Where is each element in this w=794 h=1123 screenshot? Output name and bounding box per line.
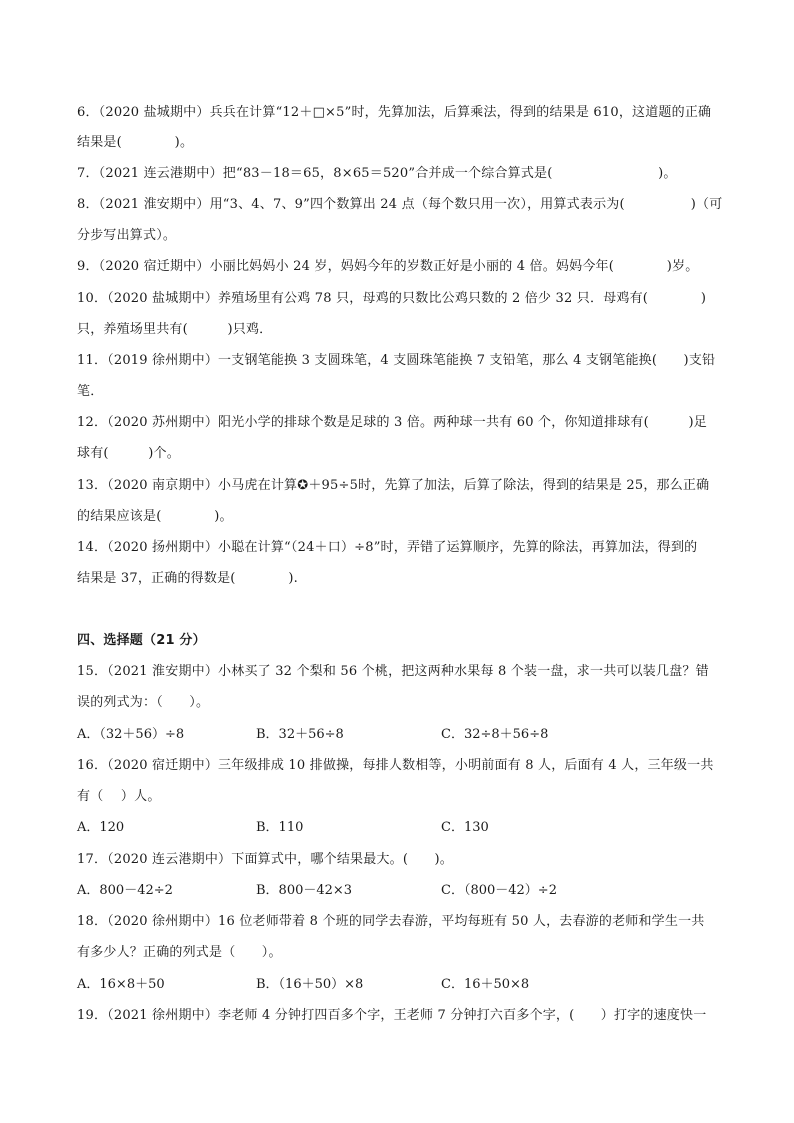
question-19-line-1: 19．（2021 徐州期中）李老师 4 分钟打四百多个字，王老师 7 分钟打六百多个字，( ）打字的速度快一: [77, 1008, 707, 1023]
question-16-option-b: B．110: [256, 820, 304, 835]
question-17-option-a: A．800－42÷2: [77, 883, 173, 898]
question-15-line-1: 15．（2021 淮安期中）小林买了 32 个梨和 56 个桃，把这两种水果每 8 个装一盘，求一共可以装几盘？错: [77, 664, 709, 679]
question-18-option-a: A．16×8＋50: [77, 977, 165, 992]
section-title: 四、选择题（21 分）: [77, 633, 206, 648]
question-8-line-1: 8．（2021 淮安期中）用“3、4、7、9”四个数算出 24 点（每个数只用一次），用算式表示为( )（可: [77, 197, 723, 212]
question-13-line-2: 的结果应该是( )。: [77, 509, 233, 524]
question-16-option-c: C．130: [441, 820, 489, 835]
question-12-line-2: 球有( )个。: [77, 446, 180, 461]
question-18-line-1: 18．（2020 徐州期中）16 位老师带着 8 个班的同学去春游，平均每班有 50 人，去春游的老师和学生一共: [77, 914, 705, 929]
question-15-option-b: B．32＋56÷8: [256, 727, 344, 742]
question-6-line-2: 结果是( )。: [77, 135, 194, 150]
question-15-option-c: C．32÷8＋56÷8: [441, 727, 549, 742]
question-10-line-2: 只，养殖场里共有( )只鸡．: [77, 322, 273, 337]
question-17-line-1: 17．（2020 连云港期中）下面算式中，哪个结果最大。( )。: [77, 852, 454, 867]
question-17-option-b: B．800－42×3: [256, 883, 353, 898]
question-14-line-1: 14．（2020 扬州期中）小聪在计算“（24＋口）÷8”时，弄错了运算顺序，先算的除法，再算加法，得到的: [77, 540, 698, 555]
question-13-line-1: 13．（2020 南京期中）小马虎在计算✪＋95÷5时，先算了加法，后算了除法，得到的结果是 25，那么正确: [77, 478, 710, 493]
question-16-option-a: A．120: [77, 820, 125, 835]
question-11-line-1: 11．（2019 徐州期中）一支钢笔能换 3 支圆珠笔，4 支圆珠笔能换 7 支铅笔，那么 4 支钢笔能换( )支铅: [77, 353, 716, 368]
question-14-line-2: 结果是 37，正确的得数是( ).: [77, 571, 298, 586]
question-16-line-2: 有（ ）人。: [77, 789, 161, 804]
question-11-line-2: 笔．: [77, 384, 104, 399]
question-9-line-1: 9．（2020 宿迁期中）小丽比妈妈小 24 岁，妈妈今年的岁数正好是小丽的 4 倍。妈妈今年( )岁。: [77, 259, 699, 274]
question-12-line-1: 12．（2020 苏州期中）阳光小学的排球个数是足球的 3 倍。两种球一共有 60 个，你知道排球有( )足: [77, 415, 707, 430]
question-6-line-1: 6．（2020 盐城期中）兵兵在计算“12＋□×5”时，先算加法，后算乘法，得到的结果是 610，这道题的正确: [77, 105, 712, 120]
question-18-option-b: B．（16＋50）×8: [256, 977, 364, 992]
question-15-line-2: 误的列式为：（ ）。: [77, 695, 210, 710]
question-17-option-c: C．（800－42）÷2: [441, 883, 557, 898]
question-18-line-2: 有多少人？正确的列式是（ ）。: [77, 945, 282, 960]
question-10-line-1: 10．（2020 盐城期中）养殖场里有公鸡 78 只，母鸡的只数比公鸡只数的 2 倍少 32 只．母鸡有( ): [77, 291, 707, 306]
question-8-line-2: 分步写出算式）。: [77, 228, 177, 243]
question-16-line-1: 16．（2020 宿迁期中）三年级排成 10 排做操，每排人数相等，小明前面有 8 人，后面有 4 人，三年级一共: [77, 758, 714, 773]
question-18-option-c: C．16＋50×8: [441, 977, 530, 992]
question-7-line-1: 7．（2021 连云港期中）把“83－18＝65，8×65＝520”合并成一个综合算式是( )。: [77, 166, 677, 181]
question-15-option-a: A．（32＋56）÷8: [77, 727, 185, 742]
